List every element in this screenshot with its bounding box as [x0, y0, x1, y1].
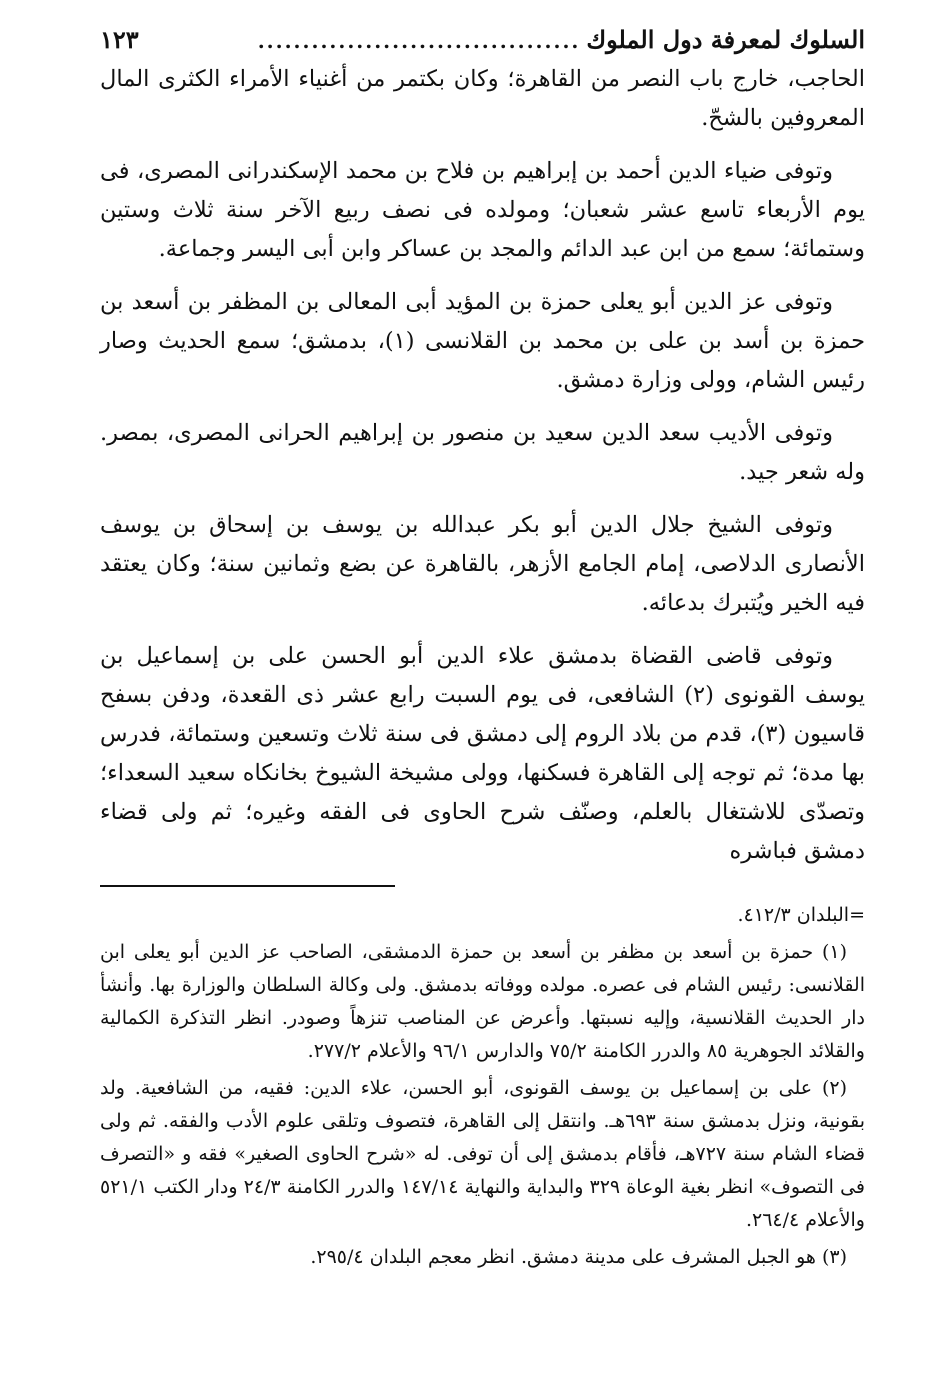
paragraph-continuation: الحاجب، خارج باب النصر من القاهرة؛ وكان بكتمر من أغنياء الأمراء الكثرى المال المعروفين بالشحّ. — [100, 66, 865, 131]
book-page — [100, 20, 865, 1360]
footnote-1: (١) حمزة بن أسعد بن مظفر بن أسعد بن حمزة الدمشقى، الصاحب عز الدين أبو يعلى ابن القلانسى: رئيس الشام فى عصره. مولده ووفاته بدمشق. ولى وكالة السلطان والوزارة بها. وأنشأ دار الحديث القلانسية، وإليه نسبتها. وأعرض عن المناصب تنزهاً وصودر. انظر التذكرة الكمالية والقلائد الجوهرية ٨٥ والدرر الكامنة ٧٥/٢ والدارس ٩٦/١ والأعلام ٢٧٧/٢. — [100, 941, 865, 1062]
paragraph-death-saad-al-din: وتوفى الأديب سعد الدين سعيد بن منصور بن إبراهيم الحرانى المصرى، بمصر. وله شعر جيد. — [100, 420, 865, 485]
main-text — [100, 60, 865, 871]
footnote-2: (٢) على بن إسماعيل بن يوسف القونوى، أبو الحسن، علاء الدين: فقيه، من الشافعية. ولد بقونية، ونزل بدمشق سنة ٦٩٣هـ. وانتقل إلى القاهرة، فتصوف وتلقى علوم الأدب والفقه. ثم ولى قضاء الشام سنة ٧٢٧هـ، فأقام بدمشق إلى أن توفى. له «شرح الحاوى الصغير» فقه و «التصرف فى التصوف» انظر بغية الوعاة ٣٢٩ والبداية والنهاية ١٤٧/١٤ والدرر الكامنة ٢٤/٣ ودار الكتب ٥٢١/١ والأعلام ٢٦٤/٤. — [100, 1077, 865, 1231]
book-title: السلوك لمعرفة دول الملوك — [586, 25, 865, 54]
paragraph-death-jalal-al-din: وتوفى الشيخ جلال الدين أبو بكر عبدالله بن يوسف بن إسحاق بن يوسف الأنصارى الدلاصى، إمام الجامع الأزهر، بالقاهرة عن بضع وثمانين سنة؛ وكان يعتقد فيه الخير ويُتبرك بدعائه. — [100, 512, 865, 616]
paragraph-death-ala-al-din: وتوفى قاضى القضاة بدمشق علاء الدين أبو الحسن على بن إسماعيل بن يوسف القونوى (٢) الشافعى، فى يوم السبت رابع عشر ذى القعدة، ودفن بسفح قاسيون (٣)، قدم من بلاد الروم إلى دمشق فى سنة ثلاث وتسعين وستمائة، فدرس بها مدة؛ ثم توجه إلى القاهرة فسكنها، وولى مشيخة الشيوخ بخانكاه سعيد السعداء؛ وتصدّى للاشتغال بالعلم، وصنّف شرح الحاوى فى الفقه وغيره؛ ثم ولى قضاء دمشق فباشره — [100, 643, 865, 864]
running-header — [100, 20, 865, 60]
page-number: ١٢٣ — [100, 25, 139, 54]
paragraph-death-izz-al-din: وتوفى عز الدين أبو يعلى حمزة بن المؤيد أبى المعالى بن المظفر بن أسعد بن حمزة بن أسد بن على بن محمد بن القلانسى (١)، بدمشق؛ سمع الحديث وصار رئيس الشام، وولى وزارة دمشق. — [100, 289, 865, 393]
header-leader-dots: .................................... — [257, 29, 581, 53]
footnote-continuation: =البلدان ٤١٢/٣. — [737, 904, 865, 926]
footnote-divider — [100, 885, 395, 887]
footnote-3: (٣) هو الجبل المشرف على مدينة دمشق. انظر معجم البلدان ٢٩٥/٤. — [310, 1246, 847, 1268]
footnotes — [100, 899, 865, 1274]
paragraph-death-diya-al-din: وتوفى ضياء الدين أحمد بن إبراهيم بن فلاح بن محمد الإسكندرانى المصرى، فى يوم الأربعاء تاسع عشر شعبان؛ ومولده فى نصف ربيع الآخر سنة ثلاث وستين وستمائة؛ سمع من ابن عبد الدائم والمجد بن عساكر وابن أبى اليسر وجماعة. — [100, 158, 865, 262]
